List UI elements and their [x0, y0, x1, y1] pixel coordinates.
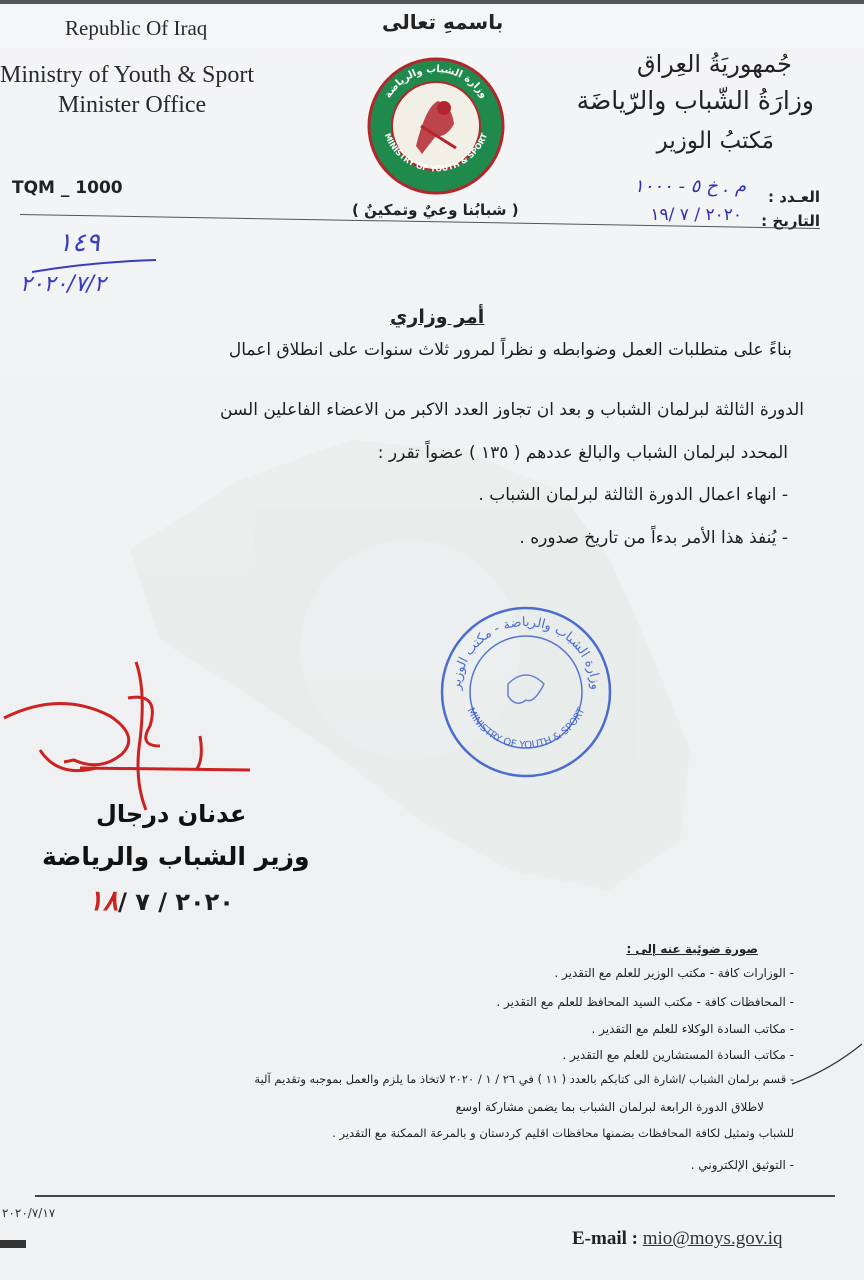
cc-line-2: - المحافظات كافة - مكتب السيد المحافظ للعلم مع التقدير .	[496, 995, 794, 1009]
paragraph-line-1: بناءً على متطلبات العمل وضوابطه و نظراً لمرور ثلاث سنوات على انطلاق اعمال	[228, 340, 792, 360]
handwritten-signature	[0, 650, 270, 820]
header-en-line-1: Republic Of Iraq	[65, 16, 208, 40]
seal-english-text: MINISTRY OF YOUTH & SPORT	[382, 131, 490, 174]
svg-text:MINISTRY OF YOUTH & SPORT	[465, 705, 588, 751]
footer-divider	[35, 1195, 835, 1197]
footer-email	[572, 1228, 783, 1250]
signature-date-day: ١٨	[88, 884, 119, 917]
basmala: باسمهِ تعالى	[382, 10, 504, 34]
cc-line-6: لاطلاق الدورة الرابعة لبرلمان الشباب بما يضمن مشاركة اوسع	[455, 1100, 764, 1114]
cc-line-4: - مكاتب السادة المستشارين للعلم مع التقدير .	[562, 1048, 794, 1062]
email-label: E-mail :	[572, 1228, 638, 1249]
header-en-line-2: Ministry of Youth & Sport	[0, 62, 255, 88]
header-ar-line-3: مَكتبُ الوزير	[656, 128, 774, 154]
svg-text:وزارة الشباب والرياضة	[383, 64, 490, 101]
signature-date	[88, 884, 234, 917]
document-title: أمر وزاري	[390, 306, 485, 328]
official-stamp-english: MINISTRY OF YOUTH & SPORT	[464, 706, 588, 752]
paragraph-line-2: الدورة الثالثة لبرلمان الشباب و بعد ان تجاوز العدد الاكبر من الاعضاء الفاعلين السن	[219, 400, 804, 420]
signer-name: عدنان درجال	[96, 800, 247, 828]
date-value: ٢٠٢٠ / ٧ /١٩	[650, 205, 742, 225]
seal-arabic-text: وزارة الشباب والرياضة	[382, 63, 490, 101]
number-value: م . خ ٥ - ١٠٠٠	[634, 176, 746, 197]
number-label: العـدد :	[768, 188, 820, 206]
header-ar-line-1: جُمهوريَةُ العِراق	[636, 50, 792, 78]
svg-text:MINISTRY OF YOUTH & SPORT	[383, 132, 490, 174]
cc-line-7: للشباب وتمثيل لكافة المحافظات بضمنها محافظات اقليم كردستان و بالمرعة الممكنة مع التقدير .	[332, 1126, 794, 1140]
ministry-seal-text	[366, 56, 506, 196]
header-en-line-3: Minister Office	[58, 92, 207, 118]
incoming-date: ٢٠٢٠/٧/٢	[20, 272, 106, 297]
margin-pen-mark	[790, 1040, 864, 1090]
cc-line-3: - مكاتب السادة الوكلاء للعلم مع التقدير .	[591, 1022, 794, 1036]
email-link[interactable]: mio@moys.gov.iq	[642, 1228, 783, 1249]
date-label: التاريخ :	[761, 212, 820, 230]
cc-heading: صورة ضوئية عنه إلى :	[626, 942, 758, 956]
decision-item-1: - انهاء اعمال الدورة الثالثة لبرلمان الشباب .	[478, 485, 788, 505]
signer-title: وزير الشباب والرياضة	[42, 842, 310, 871]
cc-line-8: - التوثيق الإلكتروني .	[690, 1158, 794, 1172]
footer-left-mark	[0, 1240, 26, 1248]
reference-code: TQM _ 1000	[12, 178, 123, 198]
slogan: ( شبابُنا وعيٌ وتمكينٌ )	[352, 201, 519, 219]
official-stamp-arabic: وزارة الشباب والرياضة - مكتب الوزير	[448, 614, 604, 691]
header-ar-line-2: وزارَةُ الشّباب والرّياضَة	[576, 86, 814, 115]
decision-item-2: - يُنفذ هذا الأمر بدءاً من تاريخ صدوره .	[519, 528, 788, 548]
paragraph-line-3: المحدد لبرلمان الشباب والبالغ عددهم ( ١٣٥ ) عضواً تقرر :	[377, 443, 788, 463]
incoming-number: ١٤٩	[58, 228, 100, 258]
cc-line-1: - الوزارات كافة - مكتب الوزير للعلم مع التقدير .	[554, 966, 794, 980]
official-stamp	[438, 604, 614, 780]
signature-date-rest: ٢٠٢٠ / ٧ /	[118, 888, 234, 916]
footer-left-date: ٢٠٢٠/٧/١٧	[2, 1206, 56, 1220]
cc-line-5: - قسم برلمان الشباب /اشارة الى كتابكم بالعدد ( ١١ ) في ٢٦ / ١ / ٢٠٢٠ لاتخاذ ما يلزم والعمل بموجبه وتقديم آلية	[254, 1072, 794, 1086]
top-border	[0, 0, 864, 4]
